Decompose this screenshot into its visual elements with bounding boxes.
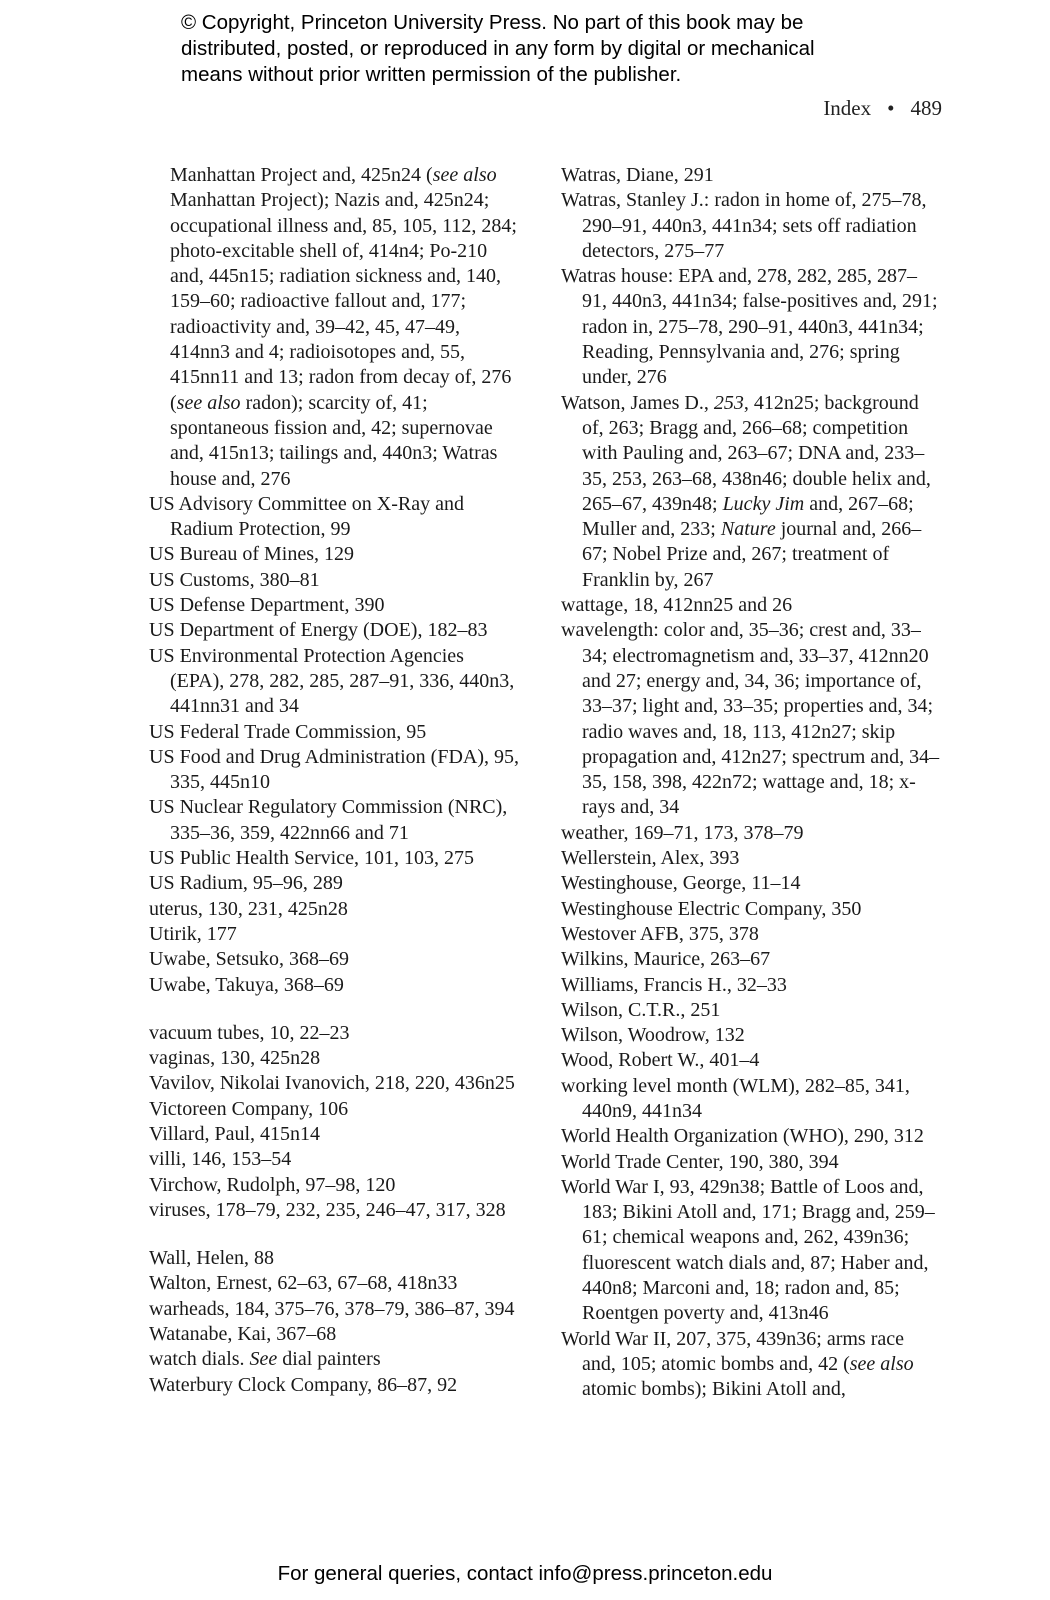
italic-text: Lucky Jim xyxy=(722,492,805,515)
index-entry: Watras, Diane, 291 xyxy=(561,164,714,186)
copyright-line: distributed, posted, or reproduced in any form by digital or mechanical xyxy=(181,37,815,60)
italic-text: Nature xyxy=(720,518,776,541)
letter-group-gap xyxy=(149,998,521,1021)
index-entry: Watras house: EPA and, 278, 282, 285, 287–91, 440n3, 441n34; false-positives and, 291; radon in, 275–78, 290–91, 440n3, 441n34; Reading, Pennsylvania and, 276; spring under, 276 xyxy=(561,265,938,389)
index-entry-continued: Manhattan Project and, 425n24 (see also Manhattan Project); Nazis and, 425n24; occupational illness and, 85, 105, 112, 284; photo-excitable shell of, 414n4; Po-210 and, 445n15; radiation sickness and, 140, 159–60; radioactive fallout and, 177; radioactivity and, 39–42, 45, 47–49, 414nn3 and 4; radioisotopes and, 55, 415nn11 and 13; radon from decay of, 276 (see also radon); scarcity of, 41; spontaneous fission and, 42; supernovae and, 415n13; tailings and, 440n3; Watras house and, 276 xyxy=(170,164,517,490)
index-entry: World Health Organization (WHO), 290, 312 xyxy=(561,1125,924,1148)
index-entry: uterus, 130, 231, 425n28 xyxy=(149,897,348,920)
index-entry: World War II, 207, 375, 439n36; arms race and, 105; atomic bombs and, 42 (see also atomic bombs); Bikini Atoll and, xyxy=(561,1327,914,1401)
index-entry: Vavilov, Nikolai Ivanovich, 218, 220, 436n25 xyxy=(149,1072,515,1095)
index-column-left xyxy=(149,163,521,1398)
index-entry: wavelength: color and, 35–36; crest and, 33–34; electromagnetism and, 33–37, 412nn20 and 27; energy and, 34, 36; importance of, 33–37; light and, 33–35; properties and, 34; radio waves and, 18, 113, 412n27; skip propagation and, 412n27; spectrum and, 34–35, 158, 398, 422n72; wattage and, 18; x-rays and, 34 xyxy=(561,619,940,819)
index-entry: US Food and Drug Administration (FDA), 95, 335, 445n10 xyxy=(149,745,519,794)
index-entry: Westover AFB, 375, 378 xyxy=(561,922,759,945)
index-entry: Watras, Stanley J.: radon in home of, 275–78, 290–91, 440n3, 441n34; sets off radiation detectors, 275–77 xyxy=(561,189,927,262)
index-entry: Uwabe, Takuya, 368–69 xyxy=(149,973,344,996)
index-entry: World Trade Center, 190, 380, 394 xyxy=(561,1150,839,1173)
index-entry: US Public Health Service, 101, 103, 275 xyxy=(149,847,474,870)
index-entry: Victoreen Company, 106 xyxy=(149,1097,349,1120)
index-entry: working level month (WLM), 282–85, 341, 440n9, 441n34 xyxy=(561,1074,910,1122)
italic-text: 253 xyxy=(713,391,744,414)
index-entry: Uwabe, Setsuko, 368–69 xyxy=(149,948,349,971)
index-entry: Wilkins, Maurice, 263–67 xyxy=(561,948,771,971)
index-entry: weather, 169–71, 173, 378–79 xyxy=(561,821,804,844)
index-entry: US Nuclear Regulatory Commission (NRC), 335–36, 359, 422nn66 and 71 xyxy=(149,796,508,844)
index-column-right xyxy=(561,163,941,1403)
index-entry: Walton, Ernest, 62–63, 67–68, 418n33 xyxy=(149,1272,458,1295)
index-entry: US Radium, 95–96, 289 xyxy=(149,872,343,895)
running-head-label: Index xyxy=(823,96,872,120)
index-entry: Wood, Robert W., 401–4 xyxy=(561,1049,760,1072)
index-entry: wattage, 18, 412nn25 and 26 xyxy=(561,594,793,617)
index-entry: US Bureau of Mines, 129 xyxy=(149,543,354,566)
index-entry: US Advisory Committee on X-Ray and Radium Protection, 99 xyxy=(149,492,464,541)
index-entry: Utirik, 177 xyxy=(149,922,237,945)
index-entry: viruses, 178–79, 232, 235, 246–47, 317, 328 xyxy=(149,1198,506,1221)
index-entry: Wilson, C.T.R., 251 xyxy=(561,998,721,1021)
index-entry: Westinghouse Electric Company, 350 xyxy=(561,897,862,920)
copyright-line: © Copyright, Princeton University Press. No part of this book may be xyxy=(181,11,804,34)
page-number: 489 xyxy=(910,96,942,120)
index-entry: watch dials. See dial painters xyxy=(149,1348,381,1371)
letter-group-gap xyxy=(149,1223,521,1246)
index-entry: Wellerstein, Alex, 393 xyxy=(561,847,740,870)
index-entry: US Federal Trade Commission, 95 xyxy=(149,720,427,743)
italic-text: see also xyxy=(432,164,497,186)
index-entry: vacuum tubes, 10, 22–23 xyxy=(149,1021,350,1044)
index-entry: warheads, 184, 375–76, 378–79, 386–87, 394 xyxy=(149,1297,515,1320)
index-entry: Virchow, Rudolph, 97–98, 120 xyxy=(149,1173,396,1196)
index-entry: US Defense Department, 390 xyxy=(149,594,385,617)
index-entry: Watanabe, Kai, 367–68 xyxy=(149,1323,337,1346)
running-head xyxy=(823,96,942,121)
index-entry: World War I, 93, 429n38; Battle of Loos and, 183; Bikini Atoll and, 171; Bragg and, 259–61; chemical weapons and, 262, 439n36; fluorescent watch dials and, 87; Haber and, 440n8; Marconi and, 18; radon and, 85; Roentgen poverty and, 413n46 xyxy=(561,1175,935,1325)
italic-text: See xyxy=(249,1348,278,1371)
index-entry: US Environmental Protection Agencies (EPA), 278, 282, 285, 287–91, 336, 440n3, 441nn31 and 34 xyxy=(149,644,515,718)
copyright-notice xyxy=(181,10,921,88)
index-entry: Westinghouse, George, 11–14 xyxy=(561,872,801,895)
index-entry: Wilson, Woodrow, 132 xyxy=(561,1024,745,1047)
italic-text: see also xyxy=(176,391,241,414)
copyright-line: means without prior written permission of the publisher. xyxy=(181,63,682,86)
index-entry: US Customs, 380–81 xyxy=(149,568,320,591)
index-entry: Williams, Francis H., 32–33 xyxy=(561,973,787,996)
index-entry: Waterbury Clock Company, 86–87, 92 xyxy=(149,1373,458,1396)
index-entry: Villard, Paul, 415n14 xyxy=(149,1122,321,1145)
index-entry: villi, 146, 153–54 xyxy=(149,1148,292,1171)
footer-contact: For general queries, contact info@press.princeton.edu xyxy=(277,1562,773,1585)
index-entry: vaginas, 130, 425n28 xyxy=(149,1047,321,1070)
italic-text: see also xyxy=(849,1352,914,1375)
running-head-separator: • xyxy=(887,96,895,120)
index-entry: Wall, Helen, 88 xyxy=(149,1247,275,1270)
index-entry: US Department of Energy (DOE), 182–83 xyxy=(149,619,488,642)
index-entry: Watson, James D., 253, 412n25; background of, 263; Bragg and, 266–68; competition with Pauling and, 263–67; DNA and, 233–35, 253, 263–68, 438n46; double helix and, 265–67, 439n48; Lucky Jim and, 267–68; Muller and, 233; Nature journal and, 266–67; Nobel Prize and, 267; treatment of Franklin by, 267 xyxy=(561,391,931,591)
